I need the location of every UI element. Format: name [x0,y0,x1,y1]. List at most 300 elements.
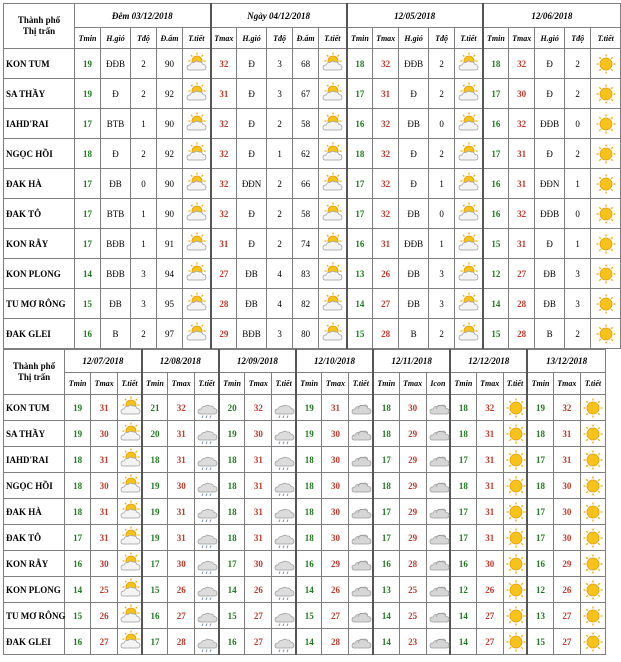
value-cell: 30 [509,79,535,109]
tmax-cell: 32 [476,395,503,421]
table-row [4,199,621,229]
value-cell: 74 [293,229,319,259]
value-cell: 3 [267,49,293,79]
value-cell: 32 [373,109,399,139]
value-cell: 2 [131,139,157,169]
value-cell: 68 [293,49,319,79]
tmin-cell: 17 [527,447,553,473]
sunny-icon [591,229,621,259]
tmin-cell: 15 [65,603,91,629]
tmin-cell: 17 [373,525,399,551]
tmin-cell: 13 [373,577,399,603]
value-cell: Đ [237,79,267,109]
cloudy-icon [426,395,450,421]
value-cell: 27 [373,289,399,319]
partly-cloudy-icon [118,473,142,499]
value-cell: Đ [237,49,267,79]
tmin-cell: 19 [527,395,553,421]
tmin-cell: 16 [65,551,91,577]
partly-cloudy-icon [183,229,211,259]
rain-icon [195,629,219,655]
tmax-cell: 28 [399,551,426,577]
column-header: T.tiết [349,373,373,395]
value-cell: Đ [101,79,131,109]
city-name: IAHD'RAI [4,109,75,139]
city-name: ĐAK GLEI [4,319,75,349]
tmax-cell: 32 [245,395,272,421]
table-row [4,319,621,349]
tmax-cell: 31 [476,525,503,551]
tmin-cell: 19 [296,421,322,447]
value-cell: 1 [429,229,455,259]
column-header: H.gió [101,28,131,49]
cloudy-icon [349,473,373,499]
value-cell: ĐB [237,289,267,319]
tmax-cell: 29 [399,447,426,473]
tmax-cell: 30 [322,499,349,525]
tmin-cell: 12 [527,577,553,603]
value-cell: 28 [211,289,237,319]
tmin-cell: 18 [450,421,476,447]
tmax-cell: 27 [553,603,580,629]
city-name: KON PLONG [4,259,75,289]
tmin-cell: 18 [219,473,245,499]
value-cell: Đ [237,229,267,259]
date-header: 12/09/2018 [219,350,296,373]
value-cell: Đ [237,109,267,139]
value-cell: 14 [75,259,101,289]
tmax-cell: 32 [168,395,195,421]
table-row [4,447,606,473]
column-header: Tmax [373,28,399,49]
column-header: Tmin [65,373,91,395]
table-row [4,577,606,603]
value-cell: 62 [293,139,319,169]
value-cell: 28 [509,289,535,319]
rain-icon [272,577,296,603]
column-header: Tmin [142,373,168,395]
value-cell: 2 [131,79,157,109]
tmin-cell: 19 [142,525,168,551]
value-cell: B [399,319,429,349]
value-cell: 18 [347,49,373,79]
tmin-cell: 15 [142,577,168,603]
value-cell: 94 [157,259,183,289]
value-cell: 19 [75,79,101,109]
column-header: Đ.ẩm [293,28,319,49]
tmax-cell: 30 [553,499,580,525]
tmin-cell: 18 [527,473,553,499]
sunny-icon [580,629,605,655]
column-header: Icon [426,373,450,395]
value-cell: 32 [509,109,535,139]
city-name: IAHD'RAI [4,447,65,473]
value-cell: 32 [373,199,399,229]
partly-cloudy-icon [183,319,211,349]
tmax-cell: 29 [399,421,426,447]
cloudy-icon [349,421,373,447]
tmax-cell: 27 [245,603,272,629]
sunny-icon [503,499,527,525]
tmin-cell: 16 [450,551,476,577]
city-header [4,350,65,395]
table-row [4,289,621,319]
value-cell: 31 [211,79,237,109]
rain-icon [272,499,296,525]
tmin-cell: 16 [142,603,168,629]
forecast-table-1 [3,3,621,349]
value-cell: 1 [565,169,591,199]
tmax-cell: 25 [399,603,426,629]
value-cell: 14 [347,289,373,319]
value-cell: 58 [293,199,319,229]
tmin-cell: 14 [373,603,399,629]
cloudy-icon [349,395,373,421]
cloudy-icon [349,603,373,629]
table-row [4,169,621,199]
city-header-line2: Thị trấn [22,26,56,36]
tmin-cell: 19 [142,499,168,525]
value-cell: Đ [237,199,267,229]
value-cell: B [101,319,131,349]
tmax-cell: 30 [91,473,118,499]
tmax-cell: 23 [399,629,426,655]
rain-icon [272,473,296,499]
value-cell: ĐĐB [535,199,565,229]
tmax-cell: 26 [168,577,195,603]
date-header: Đêm 03/12/2018 [75,4,211,28]
value-cell: ĐĐB [101,49,131,79]
tmin-cell: 18 [65,447,91,473]
tmax-cell: 29 [399,525,426,551]
value-cell: 3 [565,259,591,289]
date-header: 12/05/2018 [347,4,483,28]
value-cell: 83 [293,259,319,289]
tmin-cell: 17 [450,499,476,525]
sunny-icon [580,525,605,551]
sunny-icon [591,139,621,169]
tmax-cell: 28 [322,629,349,655]
partly-cloudy-icon [118,577,142,603]
column-header: Tmin [347,28,373,49]
partly-cloudy-icon [183,289,211,319]
value-cell: 15 [347,319,373,349]
partly-cloudy-icon [319,289,347,319]
value-cell: 1 [131,109,157,139]
tmin-cell: 18 [296,473,322,499]
cloudy-icon [426,551,450,577]
value-cell: 91 [157,229,183,259]
column-header: Tmax [211,28,237,49]
tmax-cell: 31 [553,447,580,473]
value-cell: 16 [75,319,101,349]
tmax-cell: 30 [399,395,426,421]
table-row [4,499,606,525]
tmax-cell: 30 [168,551,195,577]
tmin-cell: 14 [296,577,322,603]
value-cell: 2 [131,49,157,79]
value-cell: 15 [75,289,101,319]
sunny-icon [580,577,605,603]
value-cell: 18 [347,139,373,169]
tmax-cell: 31 [476,473,503,499]
tmax-cell: 31 [476,447,503,473]
cloudy-icon [349,447,373,473]
value-cell: 18 [483,49,509,79]
tmax-cell: 26 [245,577,272,603]
tmin-cell: 14 [65,577,91,603]
tmax-cell: 30 [91,421,118,447]
cloudy-icon [426,577,450,603]
value-cell: 31 [509,139,535,169]
tmax-cell: 27 [245,629,272,655]
city-name: ĐAK HÀ [4,169,75,199]
value-cell: 90 [157,169,183,199]
partly-cloudy-icon [319,259,347,289]
tmin-cell: 12 [450,577,476,603]
tmin-cell: 17 [65,525,91,551]
partly-cloudy-icon [455,79,483,109]
tmin-cell: 20 [142,421,168,447]
value-cell: 3 [267,319,293,349]
table-row [4,229,621,259]
tmin-cell: 14 [296,629,322,655]
table-row [4,603,606,629]
sunny-icon [503,447,527,473]
value-cell: ĐĐN [535,169,565,199]
tmax-cell: 26 [553,577,580,603]
value-cell: 1 [565,229,591,259]
column-header: Tmax [245,373,272,395]
value-cell: 2 [267,169,293,199]
tmin-cell: 21 [142,395,168,421]
value-cell: 90 [157,49,183,79]
tmin-cell: 16 [296,551,322,577]
tmin-cell: 18 [373,395,399,421]
column-header: Tmax [399,373,426,395]
value-cell: 3 [131,259,157,289]
tmin-cell: 16 [65,629,91,655]
value-cell: 3 [565,289,591,319]
tmax-cell: 31 [245,499,272,525]
value-cell: 26 [373,259,399,289]
value-cell: 32 [211,169,237,199]
tmax-cell: 31 [91,447,118,473]
value-cell: 16 [347,229,373,259]
partly-cloudy-icon [118,499,142,525]
date-header: 12/06/2018 [483,4,621,28]
cloudy-icon [426,603,450,629]
tmax-cell: 28 [168,629,195,655]
tmin-cell: 18 [219,499,245,525]
column-header: T.tiết [319,28,347,49]
partly-cloudy-icon [319,229,347,259]
tmin-cell: 14 [373,629,399,655]
column-header: Tđộ [429,28,455,49]
sunny-icon [503,421,527,447]
value-cell: BTB [101,199,131,229]
value-cell: ĐĐB [399,49,429,79]
cloudy-icon [426,447,450,473]
rain-icon [195,421,219,447]
city-header-line2: Thị trấn [17,372,51,382]
tmax-cell: 30 [322,473,349,499]
value-cell: Đ [101,139,131,169]
value-cell: 31 [373,229,399,259]
value-cell: 27 [211,259,237,289]
tmin-cell: 18 [527,421,553,447]
tmin-cell: 16 [373,551,399,577]
value-cell: ĐB [399,289,429,319]
value-cell: 2 [429,319,455,349]
sunny-icon [503,629,527,655]
table-row [4,629,606,655]
value-cell: 17 [75,199,101,229]
tmin-cell: 17 [527,499,553,525]
value-cell: ĐB [399,109,429,139]
tmin-cell: 15 [527,629,553,655]
tmin-cell: 17 [142,551,168,577]
partly-cloudy-icon [455,259,483,289]
cloudy-icon [426,421,450,447]
tmax-cell: 27 [553,629,580,655]
value-cell: 66 [293,169,319,199]
tmax-cell: 31 [91,395,118,421]
partly-cloudy-icon [455,49,483,79]
table-row [4,109,621,139]
value-cell: 32 [373,139,399,169]
city-name: TU MƠ RÔNG [4,603,65,629]
tmin-cell: 19 [296,395,322,421]
sunny-icon [503,525,527,551]
column-header: Tmax [476,373,503,395]
value-cell: BĐB [101,259,131,289]
tmin-cell: 18 [296,499,322,525]
value-cell: 2 [131,319,157,349]
column-header: Đ.ẩm [157,28,183,49]
tmax-cell: 27 [322,603,349,629]
value-cell: 2 [267,229,293,259]
cloudy-icon [349,499,373,525]
tmin-cell: 17 [527,525,553,551]
tmax-cell: 25 [399,577,426,603]
value-cell: 1 [131,199,157,229]
value-cell: 1 [131,229,157,259]
partly-cloudy-icon [455,199,483,229]
value-cell: 3 [131,289,157,319]
cloudy-icon [426,499,450,525]
table-row [4,139,621,169]
partly-cloudy-icon [118,395,142,421]
forecast-table-2 [3,349,606,655]
column-header: Tmin [75,28,101,49]
tmin-cell: 18 [373,421,399,447]
partly-cloudy-icon [118,629,142,655]
cloudy-icon [349,551,373,577]
value-cell: ĐB [535,289,565,319]
column-header: T.tiết [195,373,219,395]
tmax-cell: 30 [245,551,272,577]
column-header: Tđộ [267,28,293,49]
column-header: Tmax [553,373,580,395]
partly-cloudy-icon [118,525,142,551]
city-name: NGỌC HỒI [4,473,65,499]
table-row [4,421,606,447]
value-cell: Đ [237,139,267,169]
value-cell: 17 [347,169,373,199]
column-header: Tđộ [131,28,157,49]
column-header: Tmin [373,373,399,395]
column-header: T.tiết [183,28,211,49]
sunny-icon [591,169,621,199]
rain-icon [195,473,219,499]
value-cell: 19 [75,49,101,79]
tmax-cell: 30 [91,551,118,577]
tmin-cell: 17 [450,447,476,473]
tmax-cell: 27 [168,603,195,629]
value-cell: 17 [483,79,509,109]
tmax-cell: 30 [553,473,580,499]
tmin-cell: 19 [219,421,245,447]
value-cell: 90 [157,109,183,139]
partly-cloudy-icon [455,109,483,139]
sunny-icon [503,603,527,629]
cloudy-icon [426,473,450,499]
value-cell: 16 [483,109,509,139]
city-name: SA THẦY [4,421,65,447]
tmax-cell: 30 [245,421,272,447]
value-cell: 31 [509,169,535,199]
tmin-cell: 14 [450,629,476,655]
value-cell: ĐĐB [399,229,429,259]
rain-icon [195,447,219,473]
value-cell: 2 [267,109,293,139]
tmin-cell: 18 [373,473,399,499]
value-cell: 97 [157,319,183,349]
partly-cloudy-icon [455,229,483,259]
column-header: H.gió [237,28,267,49]
column-header: T.tiết [580,373,605,395]
tmax-cell: 30 [322,447,349,473]
tmin-cell: 15 [296,603,322,629]
tmax-cell: 27 [476,629,503,655]
partly-cloudy-icon [183,109,211,139]
value-cell: 14 [483,289,509,319]
rain-icon [272,525,296,551]
tmin-cell: 18 [219,525,245,551]
value-cell: 58 [293,109,319,139]
tmin-cell: 14 [450,603,476,629]
column-header: T.tiết [272,373,296,395]
tmax-cell: 26 [91,603,118,629]
sunny-icon [580,603,605,629]
tmin-cell: 18 [450,395,476,421]
value-cell: 16 [483,199,509,229]
value-cell: 0 [429,199,455,229]
value-cell: 95 [157,289,183,319]
partly-cloudy-icon [118,551,142,577]
column-header: Tmax [168,373,195,395]
rain-icon [272,629,296,655]
tmax-cell: 31 [168,525,195,551]
value-cell: 17 [75,229,101,259]
value-cell: 2 [267,199,293,229]
table-row [4,551,606,577]
city-header-line1: Thành phố [12,361,56,371]
value-cell: 17 [347,199,373,229]
value-cell: 80 [293,319,319,349]
value-cell: 28 [509,319,535,349]
